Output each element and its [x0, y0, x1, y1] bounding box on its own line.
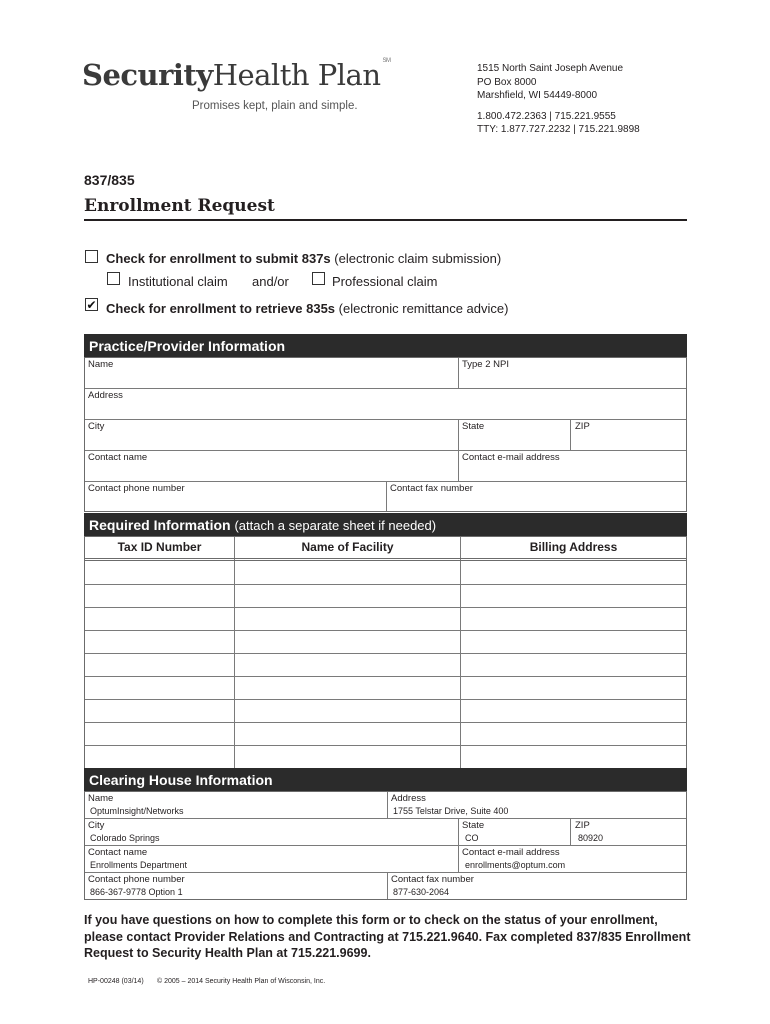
provider-zip-label: ZIP [575, 421, 590, 432]
address-line-3: Marshfield, WI 54449-8000 [477, 90, 598, 101]
page-title: Enrollment Request [84, 196, 275, 216]
required-cell-r7-c1[interactable] [89, 704, 230, 718]
required-cell-r9-c1[interactable] [89, 750, 230, 764]
required-cell-r5-c2[interactable] [239, 658, 456, 672]
form-number: HP-00248 (03/14) [88, 978, 144, 985]
required-cell-r7-c3[interactable] [465, 704, 682, 718]
professional-claim-checkbox[interactable] [312, 272, 325, 285]
ch-contact-email-value: enrollments@optum.com [465, 860, 566, 870]
ch-name-value: OptumInsight/Networks [90, 806, 184, 816]
submit-837-description: (electronic claim submission) [334, 251, 502, 266]
required-cell-r3-c1[interactable] [89, 612, 230, 626]
clearing-heading-text: Clearing House Information [89, 772, 273, 788]
phone-numbers: 1.800.472.2363 | 715.221.9555 [477, 110, 616, 122]
required-cell-r5-c3[interactable] [465, 658, 682, 672]
required-cell-r2-c3[interactable] [465, 589, 682, 603]
ch-contact-phone-label: Contact phone number [88, 874, 185, 885]
tagline: Promises kept, plain and simple. [192, 100, 358, 112]
retrieve-835-bold: Check for enrollment to retrieve 835s [106, 301, 336, 316]
required-heading-note: (attach a separate sheet if needed) [234, 518, 437, 533]
required-information-table [84, 536, 687, 769]
ch-zip-value: 80920 [578, 833, 604, 843]
provider-contact-phone-label: Contact phone number [88, 483, 185, 494]
clearing-house-table [84, 791, 687, 900]
required-cell-r2-c1[interactable] [89, 589, 230, 603]
service-mark: SM [382, 58, 391, 64]
provider-name-label: Name [88, 359, 114, 370]
ch-contact-name-label: Contact name [88, 847, 148, 858]
ch-contact-email-label: Contact e-mail address [462, 847, 560, 858]
required-cell-r9-c3[interactable] [465, 750, 682, 764]
provider-contact-name-label: Contact name [88, 452, 148, 463]
institutional-claim-checkbox[interactable] [107, 272, 120, 285]
provider-address-label: Address [88, 390, 123, 401]
company-logo [82, 58, 391, 92]
provider-city-label: City [88, 421, 105, 432]
ch-address-label: Address [391, 793, 426, 804]
ch-name-label: Name [88, 793, 114, 804]
ch-city-label: City [88, 820, 105, 831]
practice-heading-text: Practice/Provider Information [89, 338, 286, 354]
required-cell-r4-c3[interactable] [465, 635, 682, 649]
ch-contact-fax-label: Contact fax number [391, 874, 474, 885]
practice-provider-heading [84, 334, 687, 357]
required-cell-r2-c2[interactable] [239, 589, 456, 603]
form-code: 837/835 [84, 172, 135, 188]
provider-contact-email-label: Contact e-mail address [462, 452, 560, 463]
col-tax-id: Tax ID Number [117, 540, 202, 554]
retrieve-835-label [106, 301, 508, 316]
logo-bold-text: Security [82, 58, 213, 92]
copyright: © 2005 – 2014 Security Health Plan of Wisconsin, Inc. [157, 978, 326, 985]
submit-837-bold: Check for enrollment to submit 837s [106, 251, 331, 266]
required-cell-r4-c1[interactable] [89, 635, 230, 649]
address-line-2: PO Box 8000 [477, 76, 537, 88]
logo-regular-text: Health Plan [212, 58, 381, 92]
provider-contact-fax-label: Contact fax number [390, 483, 473, 494]
required-information-heading [84, 513, 687, 536]
practice-provider-table [84, 357, 687, 512]
ch-address-value: 1755 Telstar Drive, Suite 400 [393, 806, 509, 816]
professional-claim-label: Professional claim [332, 274, 438, 289]
address-line-1: 1515 North Saint Joseph Avenue [477, 63, 624, 74]
required-cell-r3-c3[interactable] [465, 612, 682, 626]
tty-numbers: TTY: 1.877.727.2232 | 715.221.9898 [477, 124, 640, 135]
provider-state-label: State [462, 421, 485, 432]
ch-city-value: Colorado Springs [90, 833, 160, 843]
institutional-claim-label: Institutional claim [128, 274, 228, 289]
retrieve-835-checkbox[interactable]: ✔ [86, 298, 97, 312]
ch-state-value: CO [465, 833, 479, 843]
ch-contact-fax-value: 877-630-2064 [393, 887, 450, 897]
contact-instructions: If you have questions on how to complete this form or to check on the status of your enrollment, please contact Provider Relations and Contracting at 715.221.9640. Fax completed 837/835 Enrollment Request to Security Health Plan at 715.221.9699. [84, 913, 691, 960]
title-divider [84, 219, 687, 221]
submit-837-checkbox[interactable] [85, 250, 98, 263]
required-cell-r4-c2[interactable] [239, 635, 456, 649]
required-cell-r6-c2[interactable] [239, 681, 456, 695]
ch-contact-name-value: Enrollments Department [90, 860, 188, 870]
clearing-house-heading [84, 768, 687, 791]
required-cell-r1-c2[interactable] [239, 566, 456, 580]
submit-837-label [106, 251, 501, 266]
required-cell-r6-c3[interactable] [465, 681, 682, 695]
required-cell-r8-c1[interactable] [89, 727, 230, 741]
ch-zip-label: ZIP [575, 820, 590, 831]
required-heading-text: Required Information [89, 517, 231, 533]
col-facility-name: Name of Facility [301, 540, 394, 554]
required-cell-r8-c2[interactable] [239, 727, 456, 741]
required-cell-r7-c2[interactable] [239, 704, 456, 718]
required-cell-r1-c3[interactable] [465, 566, 682, 580]
required-cell-r8-c3[interactable] [465, 727, 682, 741]
ch-state-label: State [462, 820, 485, 831]
required-cell-r6-c1[interactable] [89, 681, 230, 695]
company-address-block [477, 62, 640, 137]
required-cell-r1-c1[interactable] [89, 566, 230, 580]
required-cell-r5-c1[interactable] [89, 658, 230, 672]
required-cell-r9-c2[interactable] [239, 750, 456, 764]
ch-contact-phone-value: 866-367-9778 Option 1 [90, 887, 183, 897]
and-or-label: and/or [252, 274, 289, 289]
retrieve-835-description: (electronic remittance advice) [338, 301, 509, 316]
col-billing-address: Billing Address [529, 540, 618, 554]
required-cell-r3-c2[interactable] [239, 612, 456, 626]
provider-npi-label: Type 2 NPI [462, 359, 509, 370]
